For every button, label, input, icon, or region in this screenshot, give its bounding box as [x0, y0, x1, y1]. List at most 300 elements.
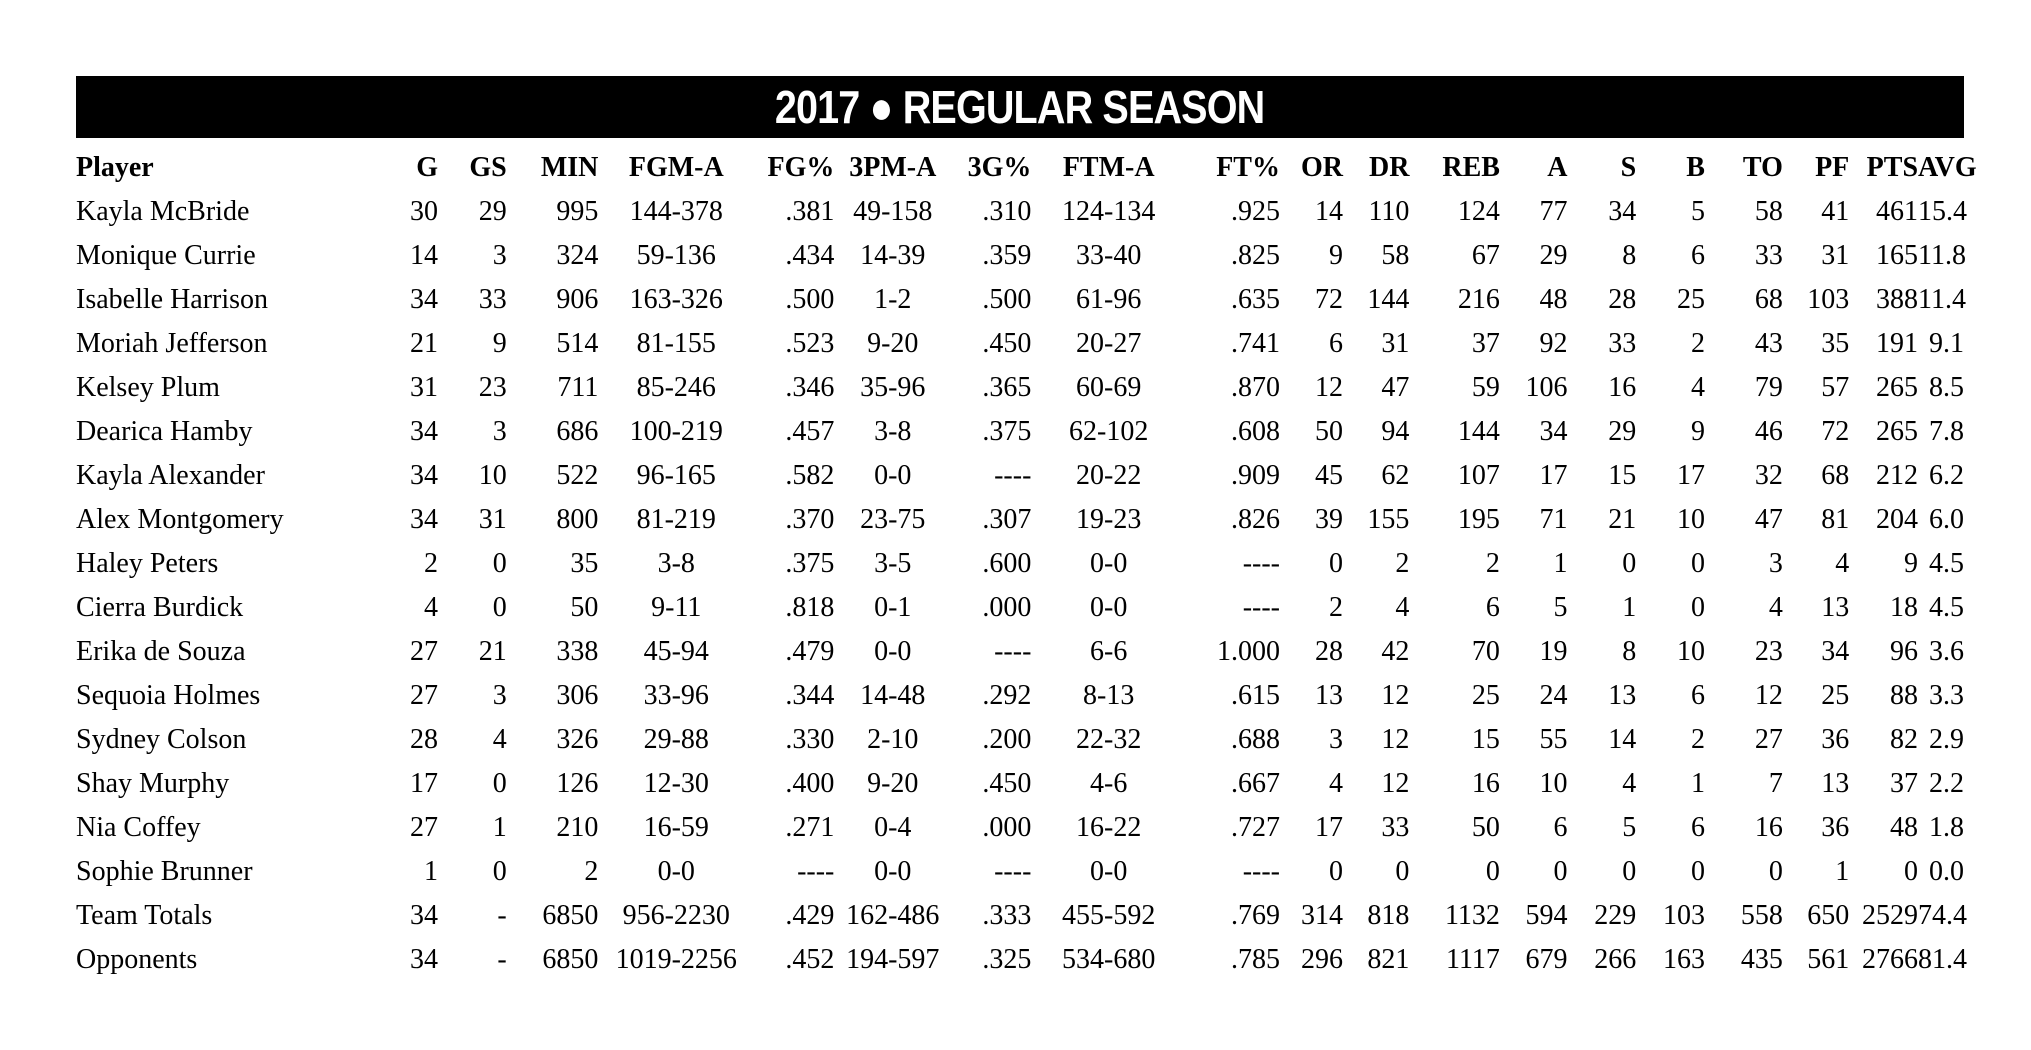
stat-cell: 0: [1553, 856, 1568, 887]
stat-cell: 9: [1904, 548, 1919, 579]
stat-cell: 19: [1539, 636, 1568, 667]
stat-cell: 4: [1768, 592, 1783, 623]
stat-cell: 43: [1754, 328, 1783, 359]
stat-cell: 58: [1754, 196, 1783, 227]
stat-cell: .727: [1230, 812, 1280, 843]
stat-cell: 45: [1314, 460, 1343, 491]
stat-cell: 2: [1690, 328, 1705, 359]
stat-cell: 82: [1890, 724, 1919, 755]
stat-cell: 4: [1328, 768, 1343, 799]
stat-cell: 34: [410, 504, 438, 535]
stat-cell: 0: [492, 856, 507, 887]
table-row: [76, 938, 1964, 982]
stat-cell: .370: [785, 504, 835, 535]
table-row: [76, 762, 1964, 806]
stat-cell: 14: [1608, 724, 1637, 755]
stat-cell: 19-23: [1076, 504, 1142, 535]
stat-cell: 1: [424, 856, 438, 887]
stat-cell: 0-0: [1090, 548, 1128, 579]
player-name-cell: Sequoia Holmes: [76, 680, 261, 711]
stat-cell: 106: [1525, 372, 1568, 403]
stat-cell: 20-22: [1076, 460, 1142, 491]
stat-cell: .292: [982, 680, 1032, 711]
stat-cell: 461: [1876, 196, 1919, 227]
stat-cell: 17: [1539, 460, 1568, 491]
stat-cell: 50: [570, 592, 599, 623]
stat-cell: 72: [1314, 284, 1343, 315]
stat-cell: 306: [556, 680, 599, 711]
stat-cell: 42: [1381, 636, 1410, 667]
stat-cell: .615: [1230, 680, 1280, 711]
stat-cell: 162-486: [846, 900, 940, 931]
player-name-cell: Isabelle Harrison: [76, 284, 269, 315]
stat-cell: 522: [556, 460, 599, 491]
stat-cell: 13: [1821, 768, 1850, 799]
stat-cell: 15.4: [1918, 196, 1968, 227]
column-header: PTS: [1866, 152, 1919, 183]
table-row: [76, 806, 1964, 850]
stat-cell: 8: [1622, 636, 1637, 667]
stat-cell: 100-219: [629, 416, 723, 447]
table-row: [76, 322, 1964, 366]
stat-cell: .359: [982, 240, 1032, 271]
stat-cell: 61-96: [1076, 284, 1142, 315]
stat-cell: 96-165: [636, 460, 716, 491]
stat-cell: 711: [557, 372, 599, 403]
stat-cell: 24: [1539, 680, 1568, 711]
player-name-cell: Monique Currie: [76, 240, 256, 271]
stat-cell: 0: [1690, 592, 1705, 623]
stat-cell: 62: [1381, 460, 1410, 491]
stat-cell: 59-136: [636, 240, 716, 271]
stat-cell: 2: [424, 548, 438, 579]
stat-cell: .452: [785, 944, 835, 975]
stat-cell: 265: [1876, 416, 1919, 447]
stat-cell: 2: [584, 856, 599, 887]
stat-cell: 6: [1690, 680, 1705, 711]
player-name-cell: Sydney Colson: [76, 724, 247, 755]
stat-cell: 0: [1622, 856, 1637, 887]
stat-cell: 22-32: [1076, 724, 1142, 755]
stat-cell: 338: [556, 636, 599, 667]
stat-cell: .479: [785, 636, 835, 667]
stat-cell: 17: [410, 768, 438, 799]
stat-cell: 1: [1622, 592, 1637, 623]
table-row: [76, 674, 1964, 718]
stat-cell: 212: [1876, 460, 1919, 491]
stat-cell: 37: [1471, 328, 1500, 359]
table-row: [76, 586, 1964, 630]
column-header: MIN: [540, 152, 599, 183]
stat-cell: 20-27: [1076, 328, 1142, 359]
stat-cell: 92: [1539, 328, 1568, 359]
stat-cell: 0: [1904, 856, 1919, 887]
stats-body: [76, 190, 1968, 982]
stat-cell: ----: [994, 460, 1032, 491]
stat-cell: 13: [1608, 680, 1637, 711]
stat-cell: 31: [1381, 328, 1410, 359]
stat-cell: .330: [785, 724, 835, 755]
stat-cell: 107: [1457, 460, 1500, 491]
stat-cell: 0: [1690, 548, 1705, 579]
stat-cell: 33: [1381, 812, 1410, 843]
stat-cell: 4: [1835, 548, 1850, 579]
stat-cell: 15: [1471, 724, 1500, 755]
player-name-cell: Sophie Brunner: [76, 856, 253, 887]
stat-cell: 216: [1457, 284, 1500, 315]
stat-cell: 7: [1768, 768, 1783, 799]
stat-cell: .310: [982, 196, 1032, 227]
stat-cell: .333: [982, 900, 1032, 931]
table-row: [76, 366, 1964, 410]
stat-cell: .434: [785, 240, 835, 271]
stat-cell: .909: [1230, 460, 1280, 491]
player-name-cell: Haley Peters: [76, 548, 219, 579]
stat-cell: 3.3: [1929, 680, 1964, 711]
stat-cell: 3: [492, 240, 507, 271]
stat-cell: 2-10: [867, 724, 919, 755]
stat-cell: .582: [785, 460, 835, 491]
stat-cell: 126: [556, 768, 599, 799]
stat-cell: 650: [1807, 900, 1850, 931]
stat-cell: 28: [1608, 284, 1637, 315]
stat-cell: 8-13: [1083, 680, 1135, 711]
column-header: AVG: [1918, 152, 1977, 183]
stat-cell: 25: [1471, 680, 1500, 711]
stat-cell: 3: [1768, 548, 1783, 579]
stat-cell: 81-219: [636, 504, 716, 535]
stat-cell: 1: [1835, 856, 1850, 887]
stat-cell: 686: [556, 416, 599, 447]
column-header: G: [416, 152, 438, 183]
stat-cell: 33-96: [643, 680, 709, 711]
stat-cell: 103: [1807, 284, 1850, 315]
stat-cell: 32: [1754, 460, 1783, 491]
player-name-cell: Cierra Burdick: [76, 592, 244, 623]
stat-cell: 0: [1328, 548, 1343, 579]
season-banner: [76, 76, 1964, 138]
stat-cell: 16-59: [643, 812, 709, 843]
stat-cell: 995: [556, 196, 599, 227]
stat-cell: 3: [492, 416, 507, 447]
column-header: PF: [1815, 152, 1850, 183]
stat-cell: .667: [1230, 768, 1280, 799]
stat-cell: .200: [982, 724, 1032, 755]
stat-cell: 1: [1553, 548, 1568, 579]
stat-cell: 1117: [1446, 944, 1500, 975]
stat-cell: 2: [1690, 724, 1705, 755]
stat-cell: 163: [1662, 944, 1705, 975]
stat-cell: .365: [982, 372, 1032, 403]
stat-cell: 12: [1314, 372, 1343, 403]
stat-cell: 55: [1539, 724, 1568, 755]
stat-cell: ----: [1242, 548, 1280, 579]
stat-cell: 4-6: [1090, 768, 1128, 799]
stat-cell: 33: [1608, 328, 1637, 359]
stat-cell: 534-680: [1062, 944, 1156, 975]
table-row: [76, 234, 1964, 278]
stat-cell: 0: [1395, 856, 1410, 887]
stat-cell: 314: [1300, 900, 1343, 931]
stat-cell: 265: [1876, 372, 1919, 403]
stat-cell: 46: [1754, 416, 1783, 447]
stat-cell: 14-39: [860, 240, 926, 271]
column-header: B: [1686, 152, 1705, 183]
stat-cell: 2766: [1862, 944, 1919, 975]
stat-cell: .523: [785, 328, 835, 359]
stat-cell: 195: [1457, 504, 1500, 535]
stat-cell: .457: [785, 416, 835, 447]
stat-cell: 6850: [542, 944, 599, 975]
stat-cell: 3-5: [874, 548, 912, 579]
player-name-cell: Nia Coffey: [76, 812, 201, 843]
stat-cell: 11.4: [1918, 284, 1966, 315]
stat-cell: 155: [1367, 504, 1410, 535]
stat-cell: .381: [785, 196, 835, 227]
stat-cell: 21: [1608, 504, 1637, 535]
stat-cell: 6-6: [1090, 636, 1128, 667]
stat-cell: 21: [478, 636, 507, 667]
stat-cell: .400: [785, 768, 835, 799]
stat-cell: 85-246: [636, 372, 716, 403]
stat-cell: 12: [1381, 768, 1410, 799]
stat-cell: 6850: [542, 900, 599, 931]
stat-cell: 28: [1314, 636, 1343, 667]
stat-cell: 9: [1690, 416, 1705, 447]
stat-cell: 821: [1367, 944, 1410, 975]
stat-cell: -: [497, 944, 507, 975]
stat-cell: 34: [410, 944, 438, 975]
stat-cell: ----: [994, 636, 1032, 667]
stat-cell: 0-0: [874, 856, 912, 887]
stat-cell: 2: [1395, 548, 1410, 579]
stat-cell: 191: [1876, 328, 1919, 359]
stat-cell: 33-40: [1076, 240, 1142, 271]
stat-cell: 14: [410, 240, 438, 271]
stat-cell: 4: [1395, 592, 1410, 623]
stat-cell: 67: [1471, 240, 1500, 271]
stat-cell: 0: [492, 592, 507, 623]
column-header: FGM-A: [628, 152, 724, 183]
stat-cell: 165: [1876, 240, 1919, 271]
player-name-cell: Team Totals: [76, 900, 213, 931]
stat-cell: 62-102: [1069, 416, 1149, 447]
stat-cell: 10: [1676, 504, 1705, 535]
stat-cell: 36: [1821, 812, 1850, 843]
stat-cell: 81-155: [636, 328, 716, 359]
stat-cell: 34: [1539, 416, 1568, 447]
stat-cell: 96: [1890, 636, 1919, 667]
stat-cell: 800: [556, 504, 599, 535]
stat-cell: 35: [570, 548, 599, 579]
stat-cell: 3-8: [874, 416, 912, 447]
stat-cell: 23: [478, 372, 507, 403]
stat-cell: 31: [1821, 240, 1850, 271]
stat-cell: 1: [1690, 768, 1705, 799]
season-title: 2017 ● REGULAR SEASON: [775, 81, 1265, 133]
stat-cell: 25: [1676, 284, 1705, 315]
stat-cell: 50: [1314, 416, 1343, 447]
stat-cell: 4.5: [1929, 592, 1964, 623]
stat-cell: 16: [1471, 768, 1500, 799]
stat-cell: 8: [1622, 240, 1637, 271]
stat-cell: 0: [1768, 856, 1783, 887]
stat-cell: 4: [424, 592, 438, 623]
table-row: [76, 718, 1964, 762]
stat-cell: 27: [410, 680, 438, 711]
stat-cell: 0-0: [874, 636, 912, 667]
stat-cell: 57: [1821, 372, 1850, 403]
stat-cell: 47: [1754, 504, 1783, 535]
stat-cell: 0-0: [874, 460, 912, 491]
stat-cell: .608: [1230, 416, 1280, 447]
stats-page: [76, 76, 1977, 982]
stat-cell: 14: [1314, 196, 1343, 227]
stat-cell: 34: [410, 284, 438, 315]
stat-cell: 21: [410, 328, 438, 359]
stat-cell: 94: [1381, 416, 1410, 447]
stat-cell: .500: [982, 284, 1032, 315]
table-row: [76, 850, 1964, 894]
column-header: GS: [469, 152, 507, 183]
stat-cell: 204: [1876, 504, 1919, 535]
stat-cell: .450: [982, 768, 1032, 799]
stat-cell: 163-326: [629, 284, 723, 315]
stat-cell: 144-378: [629, 196, 723, 227]
stat-cell: 103: [1662, 900, 1705, 931]
stat-cell: .600: [982, 548, 1032, 579]
stat-cell: 10: [1539, 768, 1568, 799]
column-header: 3PM-A: [849, 152, 937, 183]
column-header: A: [1547, 152, 1568, 183]
table-row: [76, 454, 1964, 498]
stat-cell: 9-20: [867, 768, 919, 799]
stat-cell: 49-158: [853, 196, 933, 227]
stat-cell: 0-1: [874, 592, 912, 623]
stat-cell: 2.2: [1929, 768, 1964, 799]
stat-cell: 77: [1539, 196, 1568, 227]
stat-cell: 9: [1328, 240, 1343, 271]
stat-cell: 956-2230: [622, 900, 730, 931]
table-row: [76, 498, 1964, 542]
stat-cell: 27: [410, 636, 438, 667]
stat-cell: 6: [1485, 592, 1500, 623]
stat-cell: 2: [1485, 548, 1500, 579]
stat-cell: 5: [1690, 196, 1705, 227]
stat-cell: 72: [1821, 416, 1850, 447]
stat-cell: 455-592: [1062, 900, 1156, 931]
stat-cell: 0: [492, 768, 507, 799]
stat-cell: 124: [1457, 196, 1500, 227]
column-header: S: [1620, 152, 1637, 183]
stat-cell: .925: [1230, 196, 1280, 227]
stat-cell: 5: [1553, 592, 1568, 623]
stat-cell: .325: [982, 944, 1032, 975]
stat-cell: 0: [492, 548, 507, 579]
stat-cell: 12-30: [643, 768, 709, 799]
stat-cell: 4: [1622, 768, 1637, 799]
stat-cell: 2: [1328, 592, 1343, 623]
stat-cell: .450: [982, 328, 1032, 359]
stat-cell: 0-4: [874, 812, 912, 843]
stat-cell: 324: [556, 240, 599, 271]
stat-cell: 16-22: [1076, 812, 1142, 843]
stat-cell: 514: [556, 328, 599, 359]
stat-cell: 558: [1740, 900, 1783, 931]
column-header: FG%: [767, 152, 835, 183]
stat-cell: .429: [785, 900, 835, 931]
stat-cell: 48: [1890, 812, 1919, 843]
stat-cell: 3: [1328, 724, 1343, 755]
stat-cell: .825: [1230, 240, 1280, 271]
player-name-cell: Dearica Hamby: [76, 416, 253, 447]
player-name-cell: Shay Murphy: [76, 768, 230, 799]
stat-cell: 3: [492, 680, 507, 711]
column-header: Player: [76, 152, 154, 183]
stat-cell: 6: [1690, 812, 1705, 843]
stat-cell: .769: [1230, 900, 1280, 931]
stat-cell: 0-0: [1090, 856, 1128, 887]
stat-cell: 229: [1594, 900, 1637, 931]
stat-cell: .271: [785, 812, 835, 843]
stat-cell: 45-94: [643, 636, 709, 667]
stat-cell: 35: [1821, 328, 1850, 359]
stat-cell: 34: [410, 416, 438, 447]
stat-cell: .500: [785, 284, 835, 315]
stat-cell: 31: [478, 504, 507, 535]
stat-cell: ----: [1242, 856, 1280, 887]
table-row: [76, 278, 1964, 322]
stat-cell: 388: [1876, 284, 1919, 315]
table-row: [76, 410, 1964, 454]
table-row: [76, 894, 1964, 938]
stat-cell: 29: [1608, 416, 1637, 447]
stat-cell: 10: [478, 460, 507, 491]
stat-cell: 0-0: [657, 856, 695, 887]
stat-cell: 2.9: [1929, 724, 1964, 755]
stat-cell: 144: [1457, 416, 1500, 447]
stat-cell: 6.0: [1929, 504, 1964, 535]
stat-cell: 561: [1807, 944, 1850, 975]
stat-cell: 266: [1594, 944, 1637, 975]
stat-cell: 47: [1381, 372, 1410, 403]
stat-cell: 11.8: [1918, 240, 1966, 271]
column-header: REB: [1442, 152, 1500, 183]
header-row: [76, 146, 1964, 190]
stat-cell: 3-8: [657, 548, 695, 579]
stat-cell: 6: [1690, 240, 1705, 271]
stat-cell: 68: [1821, 460, 1850, 491]
stat-cell: 33: [1754, 240, 1783, 271]
player-name-cell: Opponents: [76, 944, 198, 975]
column-header: 3G%: [967, 152, 1032, 183]
stat-cell: 17: [1314, 812, 1343, 843]
column-header: FT%: [1216, 152, 1280, 183]
stat-cell: 4.5: [1929, 548, 1964, 579]
stat-cell: 16: [1608, 372, 1637, 403]
stat-cell: 210: [556, 812, 599, 843]
stat-cell: 594: [1525, 900, 1568, 931]
stat-cell: 35-96: [860, 372, 926, 403]
stat-cell: .785: [1230, 944, 1280, 975]
stat-cell: 10: [1676, 636, 1705, 667]
stat-cell: .818: [785, 592, 835, 623]
stat-cell: 6.2: [1929, 460, 1964, 491]
stat-cell: 906: [556, 284, 599, 315]
table-row: [76, 630, 1964, 674]
stat-cell: 81.4: [1918, 944, 1968, 975]
stat-cell: 1132: [1444, 900, 1500, 931]
